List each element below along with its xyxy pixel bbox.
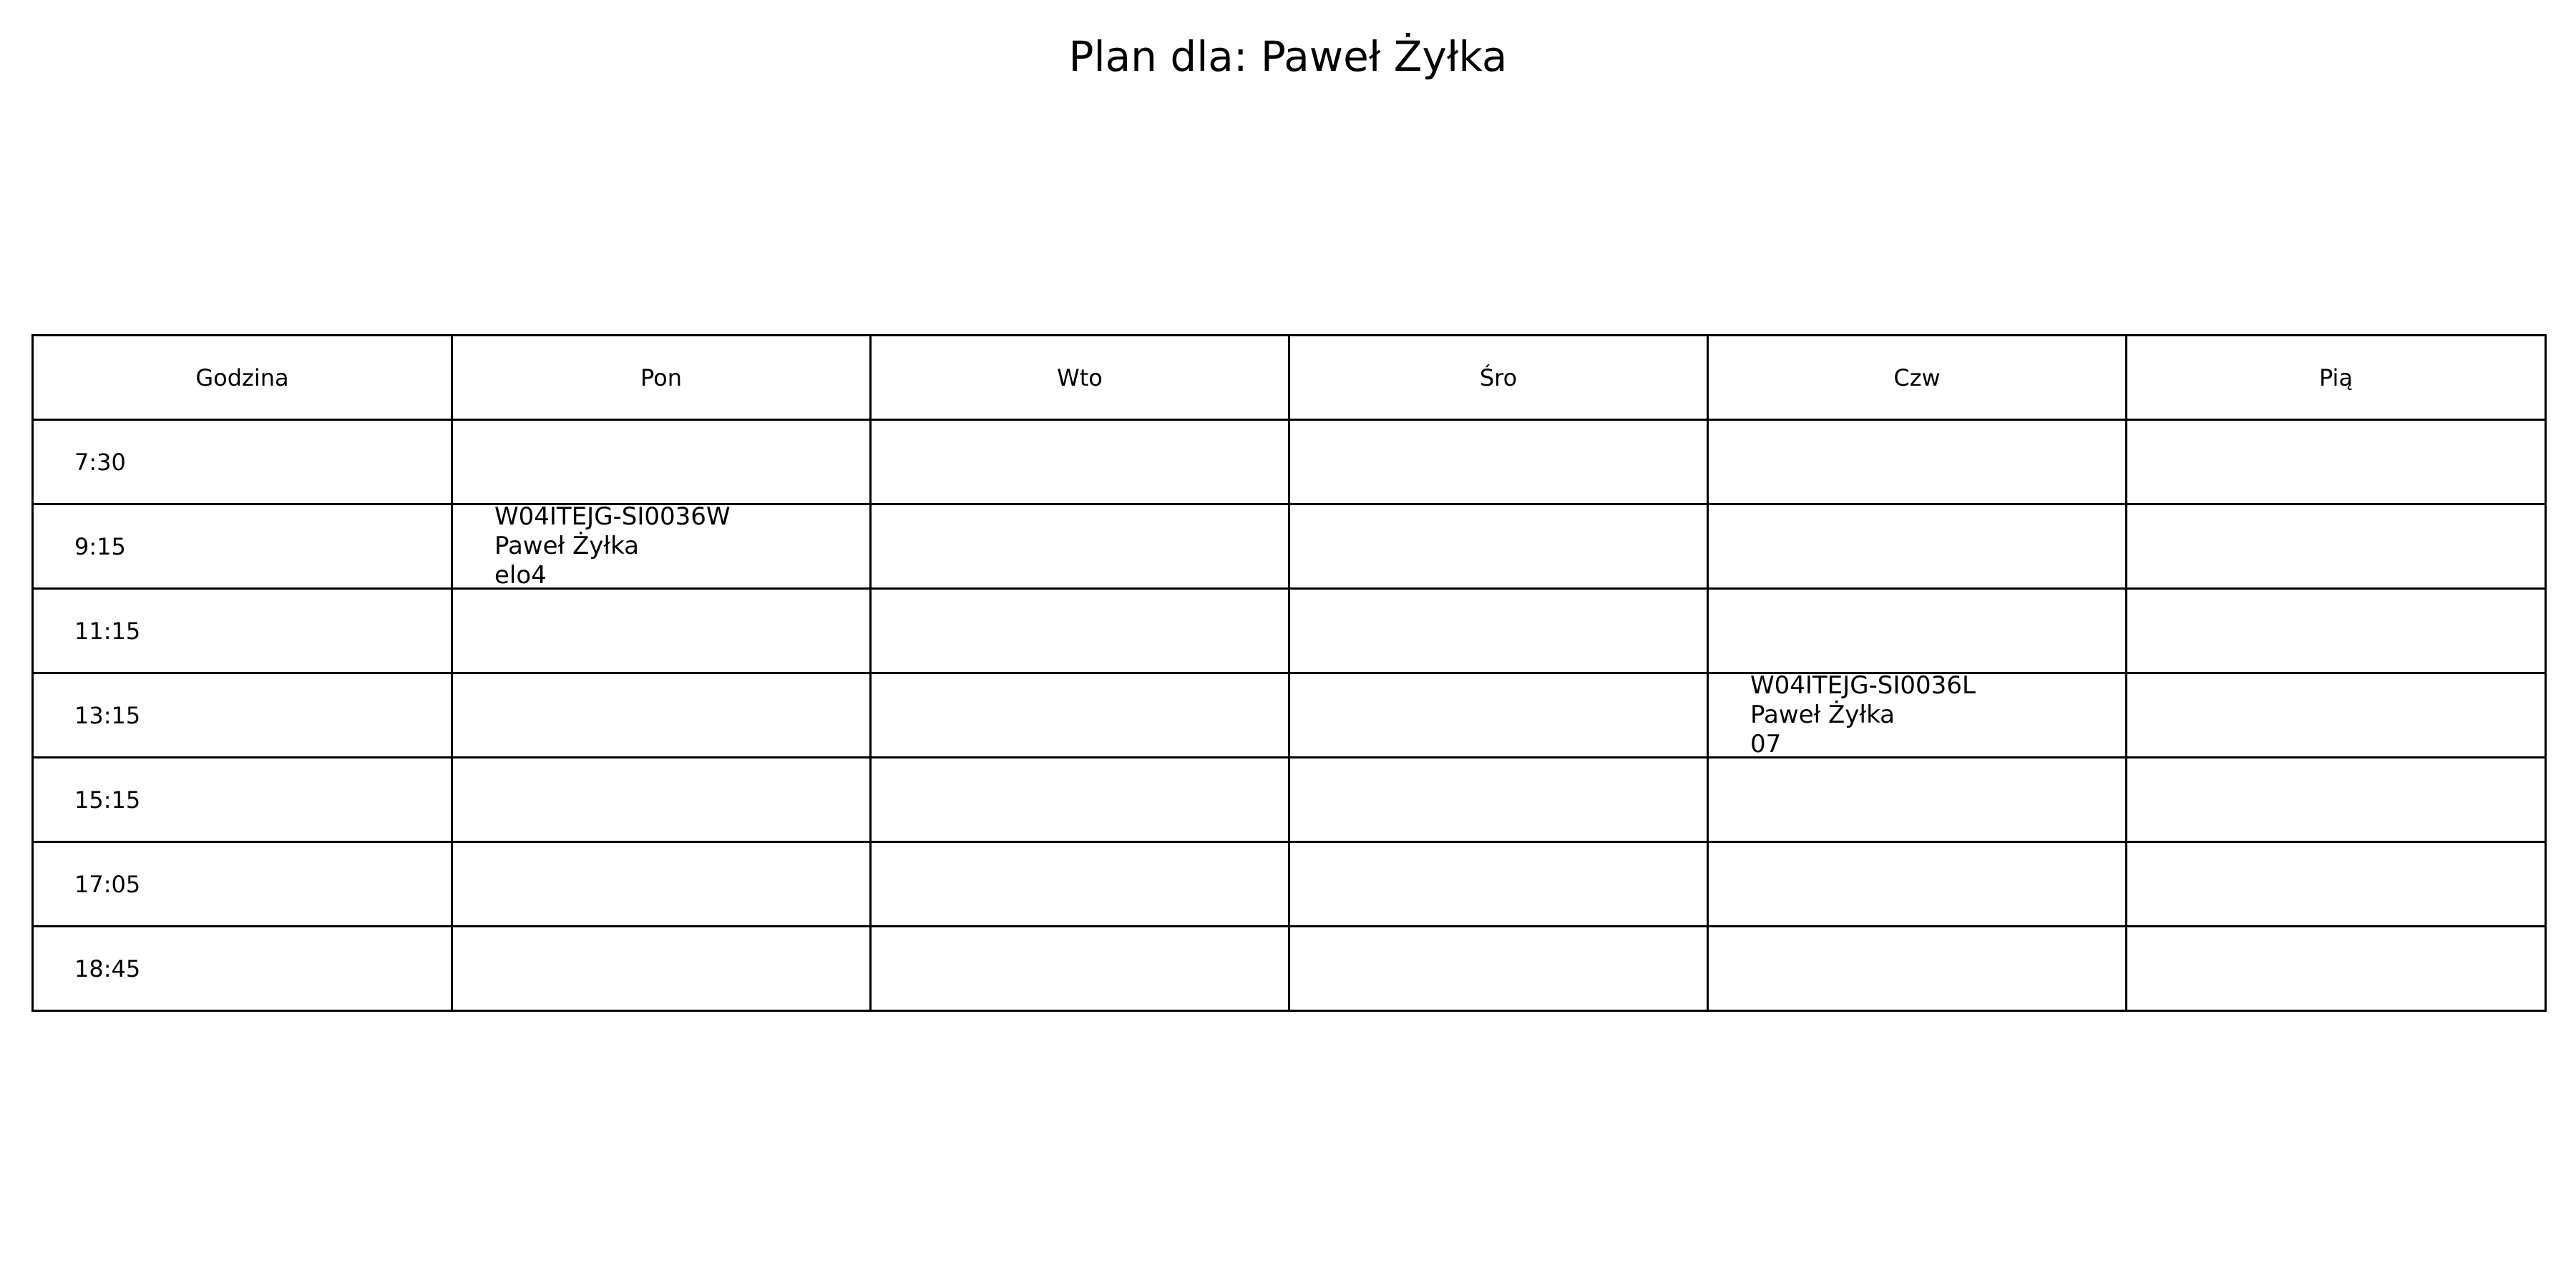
- time-label: 9:15: [74, 532, 126, 560]
- time-cell: [33, 420, 452, 504]
- header-thu: Czw: [1708, 336, 2127, 420]
- table-row: [33, 589, 2546, 673]
- class-entry: [494, 502, 731, 590]
- slot-cell: [452, 420, 871, 504]
- time-cell: [33, 758, 452, 842]
- slot-cell: [452, 927, 871, 1011]
- slot-cell: [452, 842, 871, 927]
- slot-cell: [2127, 504, 2546, 589]
- teacher-name: Paweł Żyłka: [1750, 701, 1896, 729]
- slot-cell-mon-915: [452, 504, 871, 589]
- slot-cell: [871, 420, 1289, 504]
- slot-cell: [1708, 420, 2127, 504]
- slot-cell-thu-1315: [1708, 673, 2127, 758]
- header-mon: Pon: [452, 336, 871, 420]
- time-label: 17:05: [74, 870, 141, 898]
- slot-cell: [2127, 420, 2546, 504]
- slot-cell: [1289, 673, 1708, 758]
- class-entry: [1750, 671, 1976, 759]
- slot-cell: [1708, 842, 2127, 927]
- table-row: [33, 673, 2546, 758]
- header-row: [33, 336, 2546, 420]
- time-label: 7:30: [74, 448, 126, 476]
- slot-cell: [2127, 673, 2546, 758]
- schedule-table: [31, 334, 2547, 1012]
- table-row: [33, 758, 2546, 842]
- slot-cell: [452, 758, 871, 842]
- header-wed: Śro: [1289, 336, 1708, 420]
- header-fri: Pią: [2127, 336, 2546, 420]
- time-cell: [33, 589, 452, 673]
- slot-cell: [1289, 842, 1708, 927]
- course-code: W04ITEJG-SI0036L: [1750, 671, 1976, 700]
- slot-cell: [2127, 758, 2546, 842]
- slot-cell: [1708, 758, 2127, 842]
- table-row: [33, 927, 2546, 1011]
- slot-cell: [1289, 758, 1708, 842]
- slot-cell: [871, 589, 1289, 673]
- slot-cell: [2127, 842, 2546, 927]
- time-label: 18:45: [74, 955, 141, 982]
- time-cell: [33, 927, 452, 1011]
- header-tue: Wto: [871, 336, 1289, 420]
- table-row: [33, 504, 2546, 589]
- room-number: 07: [1750, 730, 1782, 758]
- time-cell: [33, 842, 452, 927]
- page-title: Plan dla: Paweł Żyłka: [1068, 32, 1508, 81]
- slot-cell: [1289, 420, 1708, 504]
- time-cell: [33, 504, 452, 589]
- time-cell: [33, 673, 452, 758]
- course-code: W04ITEJG-SI0036W: [494, 502, 731, 531]
- slot-cell: [871, 673, 1289, 758]
- teacher-name: Paweł Żyłka: [494, 532, 640, 560]
- table-row: [33, 420, 2546, 504]
- slot-cell: [871, 927, 1289, 1011]
- slot-cell: [1289, 927, 1708, 1011]
- slot-cell: [1289, 589, 1708, 673]
- slot-cell: [452, 673, 871, 758]
- time-label: 11:15: [74, 617, 141, 645]
- room-number: elo4: [494, 561, 547, 590]
- slot-cell: [871, 758, 1289, 842]
- slot-cell: [1289, 504, 1708, 589]
- slot-cell: [2127, 589, 2546, 673]
- slot-cell: [452, 589, 871, 673]
- header-hour: Godzina: [33, 336, 452, 420]
- slot-cell: [1708, 504, 2127, 589]
- slot-cell: [1708, 927, 2127, 1011]
- slot-cell: [871, 842, 1289, 927]
- table-row: [33, 842, 2546, 927]
- time-label: 15:15: [74, 786, 141, 814]
- time-label: 13:15: [74, 701, 141, 729]
- slot-cell: [1708, 589, 2127, 673]
- slot-cell: [871, 504, 1289, 589]
- slot-cell: [2127, 927, 2546, 1011]
